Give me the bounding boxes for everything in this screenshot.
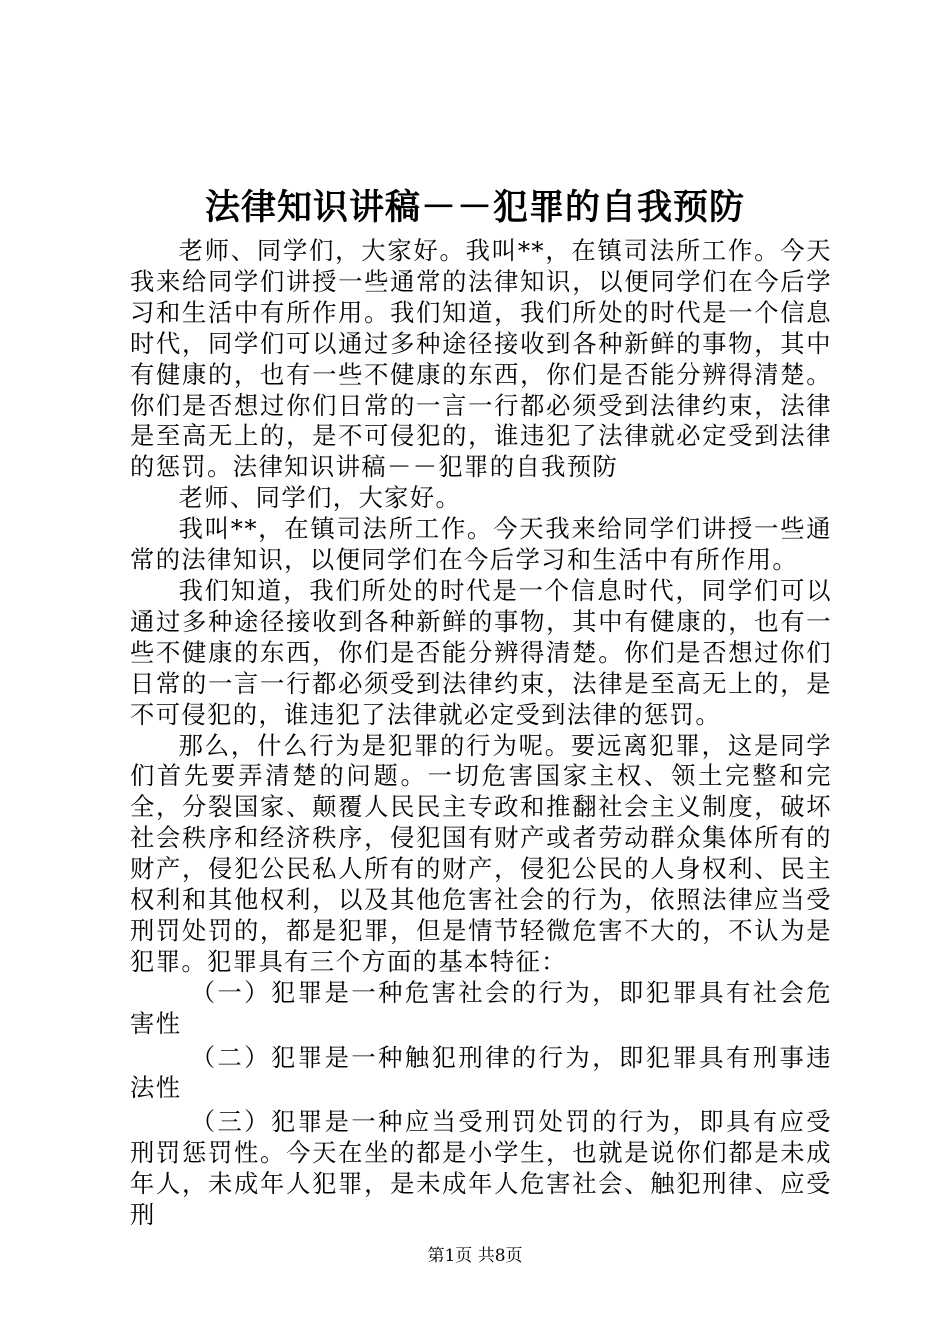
list-item: （一）犯罪是一种危害社会的行为，即犯罪具有社会危害性	[130, 977, 832, 1038]
page-footer: 第1页 共8页	[427, 1246, 523, 1266]
document-body	[130, 236, 832, 1234]
paragraph: 我们知道，我们所处的时代是一个信息时代，同学们可以通过多种途径接收到各种新鲜的事物，其中有健康的，也有一些不健康的东西，你们是否能分辨得清楚。你们是否想过你们日常的一言一行都必须受到法律约束，法律是至高无上的，是不可侵犯的，谁违犯了法律就必定受到法律的惩罚。	[130, 575, 832, 729]
list-item: （二）犯罪是一种触犯刑律的行为，即犯罪具有刑事违法性	[130, 1042, 832, 1103]
page-title: 法律知识讲稿－－犯罪的自我预防	[204, 187, 745, 228]
list-item: （三）犯罪是一种应当受刑罚处罚的行为，即具有应受刑罚惩罚性。今天在坐的都是小学生，也就是说你们都是未成年人，未成年人犯罪，是未成年人危害社会、触犯刑律、应受刑	[130, 1107, 832, 1230]
paragraph: 那么，什么行为是犯罪的行为呢。要远离犯罪，这是同学们首先要弄清楚的问题。一切危害国家主权、领土完整和完全，分裂国家、颠覆人民民主专政和推翻社会主义制度，破坏社会秩序和经济秩序，侵犯国有财产或者劳动群众集体所有的财产，侵犯公民私人所有的财产，侵犯公民的人身权利、民主权利和其他权利，以及其他危害社会的行为，依照法律应当受刑罚处罚的，都是犯罪，但是情节轻微危害不大的，不认为是犯罪。犯罪具有三个方面的基本特征：	[130, 730, 832, 976]
paragraph: 老师、同学们，大家好。	[178, 483, 462, 513]
paragraph: 老师、同学们，大家好。我叫**，在镇司法所工作。今天我来给同学们讲授一些通常的法律知识，以便同学们在今后学习和生活中有所作用。我们知道，我们所处的时代是一个信息时代，同学们可以通过多种途径接收到各种新鲜的事物，其中有健康的，也有一些不健康的东西，你们是否能分辨得清楚。你们是否想过你们日常的一言一行都必须受到法律约束，法律是至高无上的，是不可侵犯的，谁违犯了法律就必定受到法律的惩罚。法律知识讲稿－－犯罪的自我预防	[130, 236, 832, 482]
paragraph: 我叫**，在镇司法所工作。今天我来给同学们讲授一些通常的法律知识，以便同学们在今后学习和生活中有所作用。	[130, 514, 832, 575]
